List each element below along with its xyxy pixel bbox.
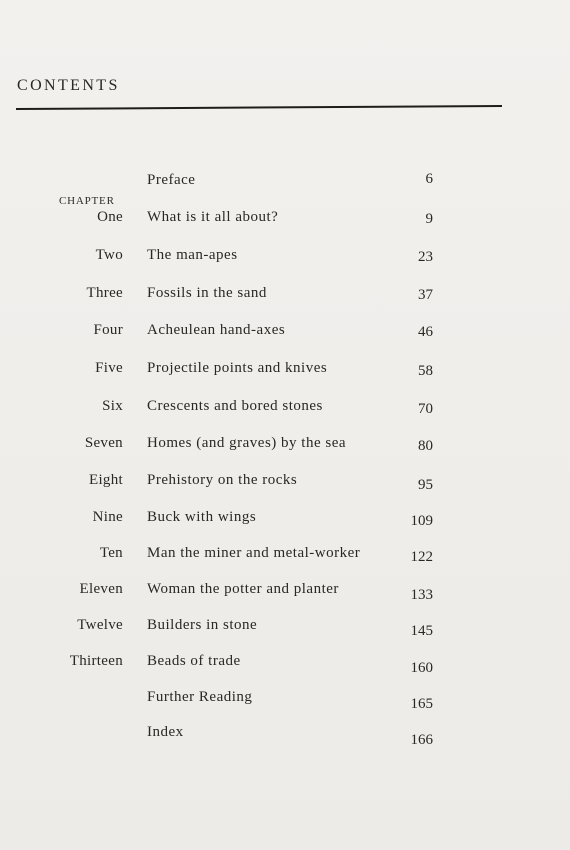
entry-title: Homes (and graves) by the sea <box>147 435 347 451</box>
entry-title: Buck with wings <box>147 509 257 525</box>
entry-title: Man the miner and metal-worker <box>147 545 361 561</box>
chapter-number: Four <box>93 322 123 338</box>
toc-row-three <box>0 285 570 305</box>
toc-row-two <box>0 247 570 267</box>
entry-title: Builders in stone <box>147 617 258 633</box>
entry-title: Beads of trade <box>147 653 241 669</box>
toc-row-four <box>0 322 570 342</box>
page-number: 6 <box>425 171 433 187</box>
chapter-number: Three <box>86 285 123 301</box>
chapter-number: One <box>97 209 123 225</box>
entry-title: Preface <box>147 172 196 188</box>
toc-row-seven <box>0 435 570 455</box>
page-number: 9 <box>425 211 433 227</box>
page-number: 109 <box>410 513 433 529</box>
entry-title: Woman the potter and planter <box>147 581 339 597</box>
toc-row-further-reading <box>0 689 570 712</box>
page-number: 58 <box>418 363 433 379</box>
chapter-number: Two <box>95 247 123 263</box>
page-number: 166 <box>410 732 433 748</box>
chapter-number: Seven <box>84 435 123 451</box>
page-number: 122 <box>410 549 433 565</box>
toc-row-five <box>0 360 570 380</box>
page-number: 145 <box>410 623 433 639</box>
chapter-label: CHAPTER <box>59 195 115 207</box>
entry-title: Prehistory on the rocks <box>147 472 298 488</box>
page-number: 37 <box>418 287 433 303</box>
toc-row-six <box>0 398 570 418</box>
entry-title: Fossils in the sand <box>147 285 267 301</box>
toc-row-eight <box>0 472 570 492</box>
entry-title: Further Reading <box>147 689 253 705</box>
page-number: 165 <box>410 696 433 712</box>
page-number: 70 <box>418 401 433 417</box>
chapter-number: Ten <box>99 545 123 561</box>
heading-rule <box>16 105 502 110</box>
entry-title: What is it all about? <box>147 209 279 225</box>
toc-row-twelve <box>0 617 570 637</box>
page-number: 46 <box>418 324 433 340</box>
chapter-number: Eleven <box>79 581 123 597</box>
entry-title: Crescents and bored stones <box>147 398 323 414</box>
toc-row-nine <box>0 509 570 529</box>
entry-title: Index <box>147 724 184 740</box>
page-number: 23 <box>418 249 433 265</box>
entry-title: The man-apes <box>147 247 238 263</box>
chapter-number: Twelve <box>77 617 123 633</box>
toc-row-ten <box>0 545 570 565</box>
chapter-number: Six <box>102 398 123 414</box>
toc-row-preface <box>0 172 570 192</box>
toc-row-thirteen <box>0 653 570 676</box>
page-number: 95 <box>418 477 433 493</box>
page-number: 133 <box>410 587 433 603</box>
toc-row-index <box>0 724 570 748</box>
page-number: 160 <box>410 660 433 676</box>
toc-row-eleven <box>0 581 570 601</box>
entry-title: Projectile points and knives <box>147 360 328 376</box>
chapter-number: Thirteen <box>69 653 123 669</box>
entry-title: Acheulean hand-axes <box>147 322 286 338</box>
toc-row-one <box>0 209 570 229</box>
contents-heading: CONTENTS <box>17 77 120 94</box>
chapter-number: Five <box>95 360 123 376</box>
page-number: 80 <box>418 438 433 454</box>
chapter-number: Nine <box>92 509 123 525</box>
chapter-number: Eight <box>89 472 123 488</box>
